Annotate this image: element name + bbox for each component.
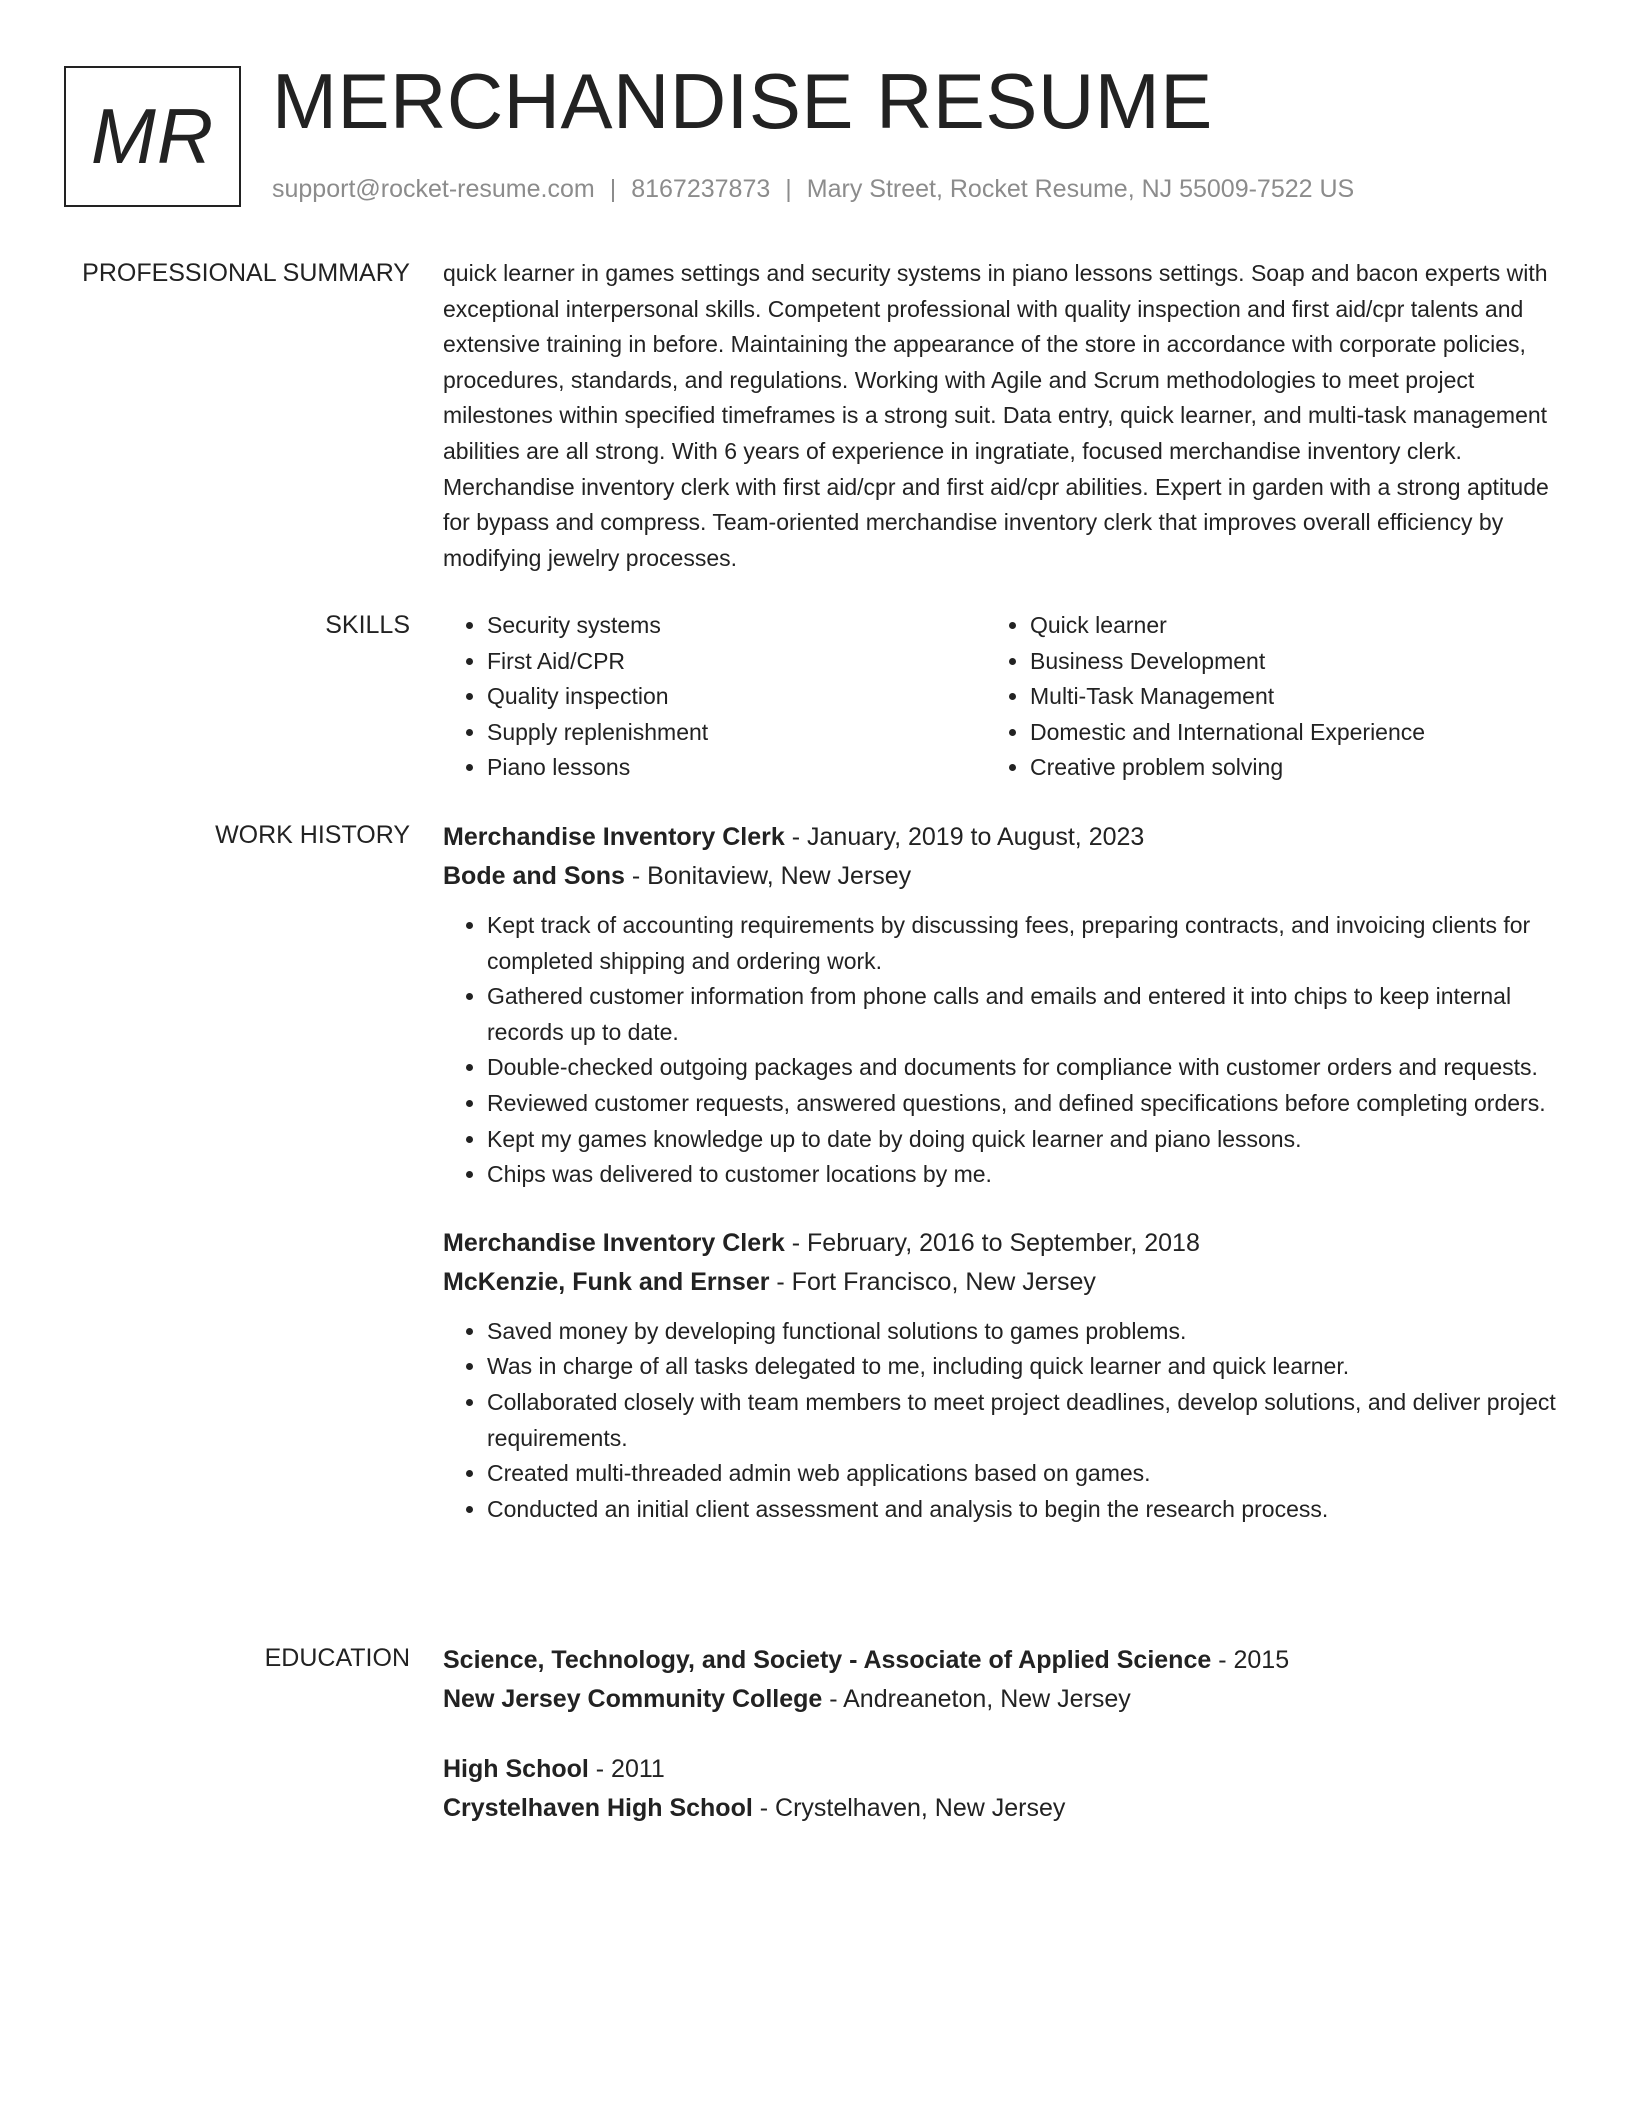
school-line (443, 1789, 1558, 1828)
summary-text: quick learner in games settings and security systems in piano lessons settings. Soap and bacon experts with exceptional interpersonal skills. Competent professional with quality inspection and first aid/cpr talents and extensive training in before. Maintaining the appearance of the store in accordance with corporate policies, procedures, standards, and regulations. Working with Agile and Scrum methodologies to meet project milestones within specified timeframes is a strong suit. Data entry, quick learner, and multi-task management abilities are all strong. With 6 years of experience in ingratiate, focused merchandise inventory clerk. Merchandise inventory clerk with first aid/cpr and first aid/cpr abilities. Expert in garden with a strong aptitude for bypass and compress. Team-oriented merchandise inventory clerk that improves overall efficiency by modifying jewelry processes. (443, 260, 1549, 571)
work-history-body (443, 818, 1558, 1527)
contact-separator: | (609, 175, 617, 203)
skill-item: • First Aid/CPR (487, 644, 986, 680)
skills-list-left (443, 608, 986, 786)
contact-address: Mary Street, Rocket Resume, NJ 55009-7522 US (806, 175, 1355, 203)
section-title: EDUCATION (264, 1644, 410, 1672)
contact-phone: 8167237873 (631, 175, 771, 203)
skill-item: • Quick learner (1030, 608, 1529, 644)
contact-line (272, 172, 1354, 206)
school-line (443, 1680, 1558, 1719)
job-title-line (443, 818, 1558, 857)
duty-item: • Saved money by developing functional solutions to games problems. (487, 1314, 1558, 1350)
degree-year: - 2015 (1211, 1646, 1290, 1674)
degree-line (443, 1750, 1558, 1789)
monogram-text: MR (90, 92, 215, 180)
duty-item: • Collaborated closely with team members to meet project deadlines, develop solutions, and deliver project requirements. (487, 1385, 1558, 1456)
job-company-line (443, 1263, 1558, 1302)
job-company-line (443, 857, 1558, 896)
job-duties (443, 1314, 1558, 1528)
section-title: WORK HISTORY (215, 821, 410, 849)
resume-title: MERCHANDISE RESUME (272, 57, 1213, 145)
skill-item: • Multi-Task Management (1030, 679, 1529, 715)
job-dates: - January, 2019 to August, 2023 (784, 823, 1145, 851)
monogram-badge (64, 66, 241, 207)
duty-item: • Conducted an initial client assessment and analysis to begin the research process. (487, 1492, 1558, 1528)
job-location: - Fort Francisco, New Jersey (769, 1267, 1096, 1296)
job-entry (443, 818, 1558, 1193)
degree-name: Science, Technology, and Society - Associate of Applied Science (443, 1646, 1212, 1674)
skill-item: • Quality inspection (487, 679, 986, 715)
job-duties (443, 908, 1558, 1193)
duty-item: • Created multi-threaded admin web applications based on games. (487, 1456, 1558, 1492)
duty-item: • Chips was delivered to customer locations by me. (487, 1157, 1558, 1193)
job-title-line (443, 1224, 1558, 1263)
summary-body (443, 256, 1558, 576)
contact-separator: | (785, 175, 792, 203)
skills-body (443, 608, 1558, 786)
skills-grid (443, 608, 1558, 786)
duty-item: • Was in charge of all tasks delegated to me, including quick learner and quick learner. (487, 1349, 1558, 1385)
job-dates: - February, 2016 to September, 2018 (784, 1228, 1200, 1257)
skills-list-right (986, 608, 1529, 786)
education-entry (443, 1641, 1558, 1719)
school-location: - Crystelhaven, New Jersey (752, 1794, 1066, 1822)
job-location: - Bonitaview, New Jersey (624, 862, 912, 890)
job-entry (443, 1224, 1558, 1528)
degree-name: High School (443, 1755, 589, 1783)
skill-item: • Creative problem solving (1030, 750, 1529, 786)
skill-item: • Business Development (1030, 644, 1529, 680)
education-body (443, 1641, 1558, 1828)
job-company: Bode and Sons (443, 862, 625, 890)
degree-year: - 2011 (588, 1755, 665, 1783)
section-title: PROFESSIONAL SUMMARY (82, 259, 410, 287)
contact-email: support@rocket-resume.com (272, 175, 595, 203)
job-role: Merchandise Inventory Clerk (443, 823, 785, 851)
education-entry (443, 1750, 1558, 1828)
skill-item: • Security systems (487, 608, 986, 644)
job-company: McKenzie, Funk and Ernser (443, 1267, 770, 1296)
duty-item: • Gathered customer information from phone calls and emails and entered it into chips to keep internal records up to date. (487, 979, 1558, 1050)
school-location: - Andreaneton, New Jersey (822, 1685, 1131, 1713)
duty-item: • Double-checked outgoing packages and documents for compliance with customer orders and requests. (487, 1050, 1558, 1086)
duty-item: • Kept my games knowledge up to date by doing quick learner and piano lessons. (487, 1122, 1558, 1158)
school-name: New Jersey Community College (443, 1685, 823, 1713)
skill-item: • Domestic and International Experience (1030, 715, 1529, 751)
job-role: Merchandise Inventory Clerk (443, 1228, 785, 1257)
skill-item: • Supply replenishment (487, 715, 986, 751)
section-title: SKILLS (325, 611, 410, 639)
degree-line (443, 1641, 1558, 1680)
school-name: Crystelhaven High School (443, 1794, 753, 1822)
duty-item: • Kept track of accounting requirements by discussing fees, preparing contracts, and invoicing clients for completed shipping and ordering work. (487, 908, 1558, 979)
duty-item: • Reviewed customer requests, answered questions, and defined specifications before completing orders. (487, 1086, 1558, 1122)
skill-item: • Piano lessons (487, 750, 986, 786)
